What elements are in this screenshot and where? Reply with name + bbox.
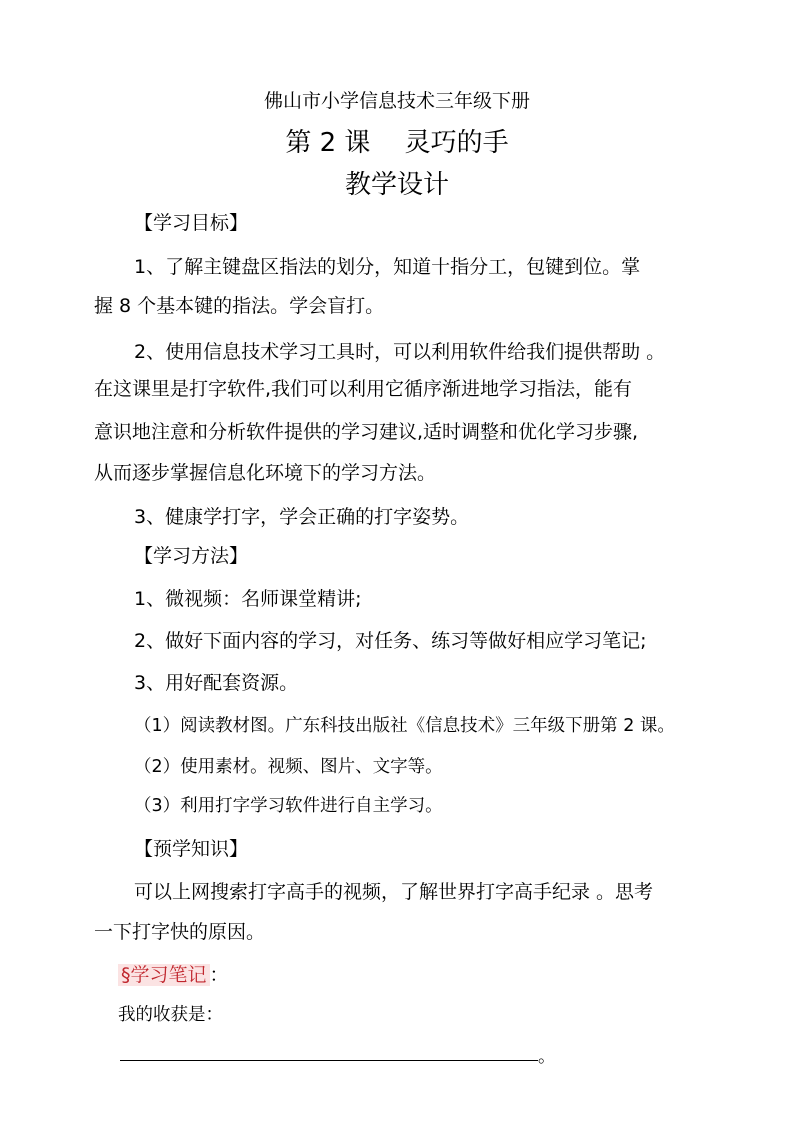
series-title: 佛山市小学信息技术三年级下册 — [263, 90, 530, 112]
goal-1-line-1: 1、了解主键盘区指法的划分，知道十指分工，包键到位。掌 — [134, 256, 641, 278]
preview-line-2: 一下打字快的原因。 — [94, 921, 266, 943]
gains-prompt: 我的收获是： — [118, 1005, 223, 1025]
method-3-sub-3: （3）利用打字学习软件进行自主学习。 — [134, 796, 443, 816]
goal-2-line-2: 在这课里是打字软件,我们可以利用它循序渐进地学习指法，能有 — [94, 378, 633, 400]
study-notes-badge: §学习笔记 — [118, 964, 210, 986]
goal-1-line-2: 握 8 个基本键的指法。学会盲打。 — [94, 295, 385, 317]
preview-heading: 【预学知识】 — [134, 838, 249, 860]
method-3-sub-2: （2）使用素材。视频、图片、文字等。 — [134, 757, 443, 777]
document-type-title: 教学设计 — [344, 170, 449, 200]
goal-2-line-1: 2、使用信息技术学习工具时，可以利用软件给我们提供帮助 。 — [134, 341, 666, 363]
method-2: 2、做好下面内容的学习，对任务、练习等做好相应学习笔记; — [134, 630, 647, 652]
study-notes-colon: ： — [209, 964, 229, 986]
answer-line[interactable] — [120, 1060, 538, 1061]
study-notes-label — [118, 960, 229, 987]
method-3: 3、用好配套资源。 — [134, 672, 299, 694]
method-1: 1、微视频：名师课堂精讲; — [134, 588, 362, 610]
goal-2-line-4: 从而逐步掌握信息化环境下的学习方法。 — [94, 462, 437, 484]
method-3-sub-1: （1）阅读教材图。广东科技出版社《信息技术》三年级下册第 2 课。 — [134, 716, 675, 736]
goals-heading: 【学习目标】 — [134, 212, 249, 234]
preview-line-1: 可以上网搜索打字高手的视频，了解世界打字高手纪录 。思考 — [134, 881, 654, 903]
methods-heading: 【学习方法】 — [134, 545, 249, 567]
goal-2-line-3: 意识地注意和分析软件提供的学习建议,适时调整和优化学习步骤, — [94, 421, 639, 443]
answer-line-end-mark: 。 — [538, 1047, 556, 1067]
goal-3: 3、健康学打字，学会正确的打字姿势。 — [134, 506, 470, 528]
lesson-title: 第 2 课 灵巧的手 — [285, 128, 509, 158]
